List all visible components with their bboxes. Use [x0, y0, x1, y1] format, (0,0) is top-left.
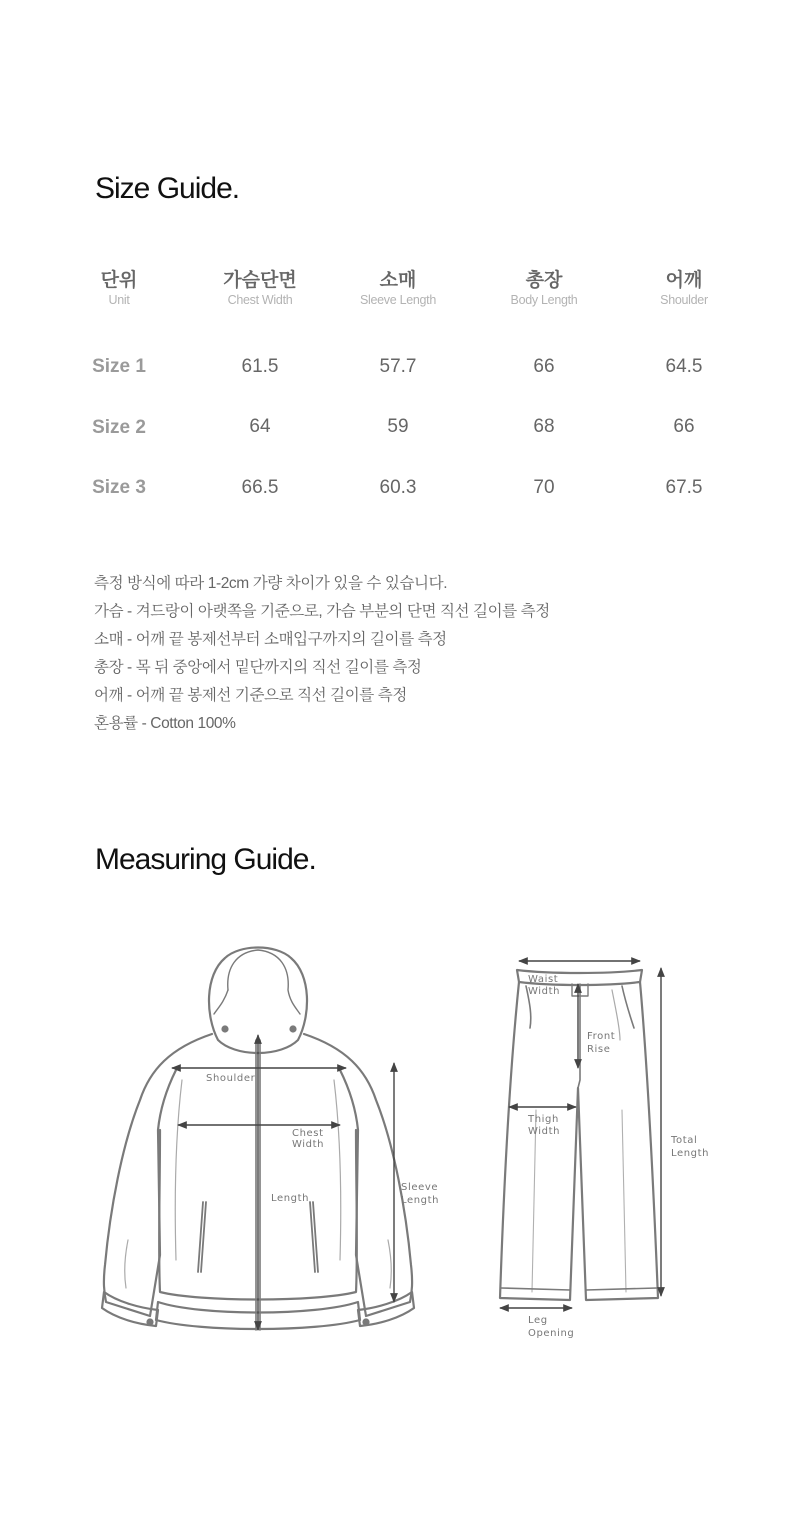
jacket-labels	[206, 1073, 439, 1206]
cell-chest: 61.5	[241, 356, 279, 377]
jacket-hood-inner	[228, 950, 300, 1014]
pants-pocket-right	[622, 986, 634, 1028]
note-line: 소매 - 어깨 끝 봉제선부터 소매입구까지의 길이를 측정	[94, 631, 447, 648]
row-label-size-1: Size 1	[92, 356, 146, 377]
header-sleeve-length	[338, 270, 458, 308]
cell-shoulder: 64.5	[665, 356, 703, 377]
cell-length: 66	[533, 356, 555, 377]
header-shoulder	[624, 270, 744, 308]
cell-length: 70	[533, 477, 555, 498]
header-body-length	[484, 270, 604, 308]
jacket-pocket-right	[310, 1202, 318, 1272]
size-notes	[94, 570, 550, 738]
cell-sleeve: 60.3	[379, 477, 417, 498]
label-rise-1: Front	[587, 1031, 616, 1042]
note-line: 총장 - 목 뒤 중앙에서 밑단까지의 직선 길이를 측정	[94, 659, 422, 676]
header-ko: 어깨	[665, 270, 703, 291]
label-leg-2: Opening	[528, 1328, 575, 1339]
size-guide-title: Size Guide.	[95, 172, 240, 205]
header-ko: 소매	[379, 270, 417, 291]
pants-labels	[527, 974, 709, 1339]
header-ko: 단위	[100, 270, 138, 291]
label-chest-1: Chest	[292, 1128, 324, 1139]
label-sleeve-1: Sleeve	[401, 1182, 439, 1193]
label-waist-2: Width	[528, 986, 561, 997]
label-chest-2: Width	[292, 1139, 325, 1150]
row-label-size-2: Size 2	[92, 417, 146, 438]
note-line: 혼용률 - Cotton 100%	[94, 715, 236, 732]
measuring-guide-title: Measuring Guide.	[95, 843, 316, 876]
cell-chest: 64	[249, 416, 271, 437]
header-chest-width	[200, 270, 320, 308]
label-rise-2: Rise	[587, 1044, 611, 1055]
pants-illustration	[500, 970, 658, 1300]
header-unit	[59, 270, 179, 308]
cell-shoulder: 67.5	[665, 477, 703, 498]
jacket-pocket-left	[198, 1202, 206, 1272]
label-length: Length	[271, 1193, 310, 1204]
header-en: Chest Width	[227, 293, 293, 307]
pants-outline	[500, 982, 658, 1300]
note-line: 측정 방식에 따라 1-2cm 가량 차이가 있을 수 있습니다.	[94, 575, 448, 592]
label-thigh-2: Width	[528, 1126, 561, 1137]
header-en: Unit	[108, 293, 130, 307]
label-total-2: Length	[671, 1148, 710, 1159]
label-thigh-1: Thigh	[528, 1114, 559, 1125]
label-sleeve-2: Length	[401, 1195, 440, 1206]
header-en: Shoulder	[660, 293, 708, 307]
row-label-size-3: Size 3	[92, 477, 146, 498]
label-leg-1: Leg	[528, 1315, 548, 1326]
header-ko: 총장	[525, 270, 563, 291]
label-total-1: Total	[671, 1135, 698, 1146]
header-en: Body Length	[510, 293, 578, 307]
note-line: 어깨 - 어깨 끝 봉제선 기준으로 직선 길이를 측정	[94, 687, 407, 704]
note-line: 가슴 - 겨드랑이 아랫쪽을 기준으로, 가슴 부분의 단면 직선 길이를 측정	[94, 603, 550, 620]
cell-sleeve: 57.7	[379, 356, 417, 377]
label-waist-1: Waist	[528, 974, 559, 985]
header-en: Sleeve Length	[359, 293, 437, 307]
header-ko: 가슴단면	[223, 270, 297, 291]
cell-shoulder: 66	[673, 416, 695, 437]
measuring-diagram	[0, 930, 800, 1360]
label-shoulder: Shoulder	[206, 1073, 256, 1084]
cell-chest: 66.5	[241, 477, 279, 498]
cell-sleeve: 59	[387, 416, 409, 437]
cell-length: 68	[533, 416, 555, 437]
